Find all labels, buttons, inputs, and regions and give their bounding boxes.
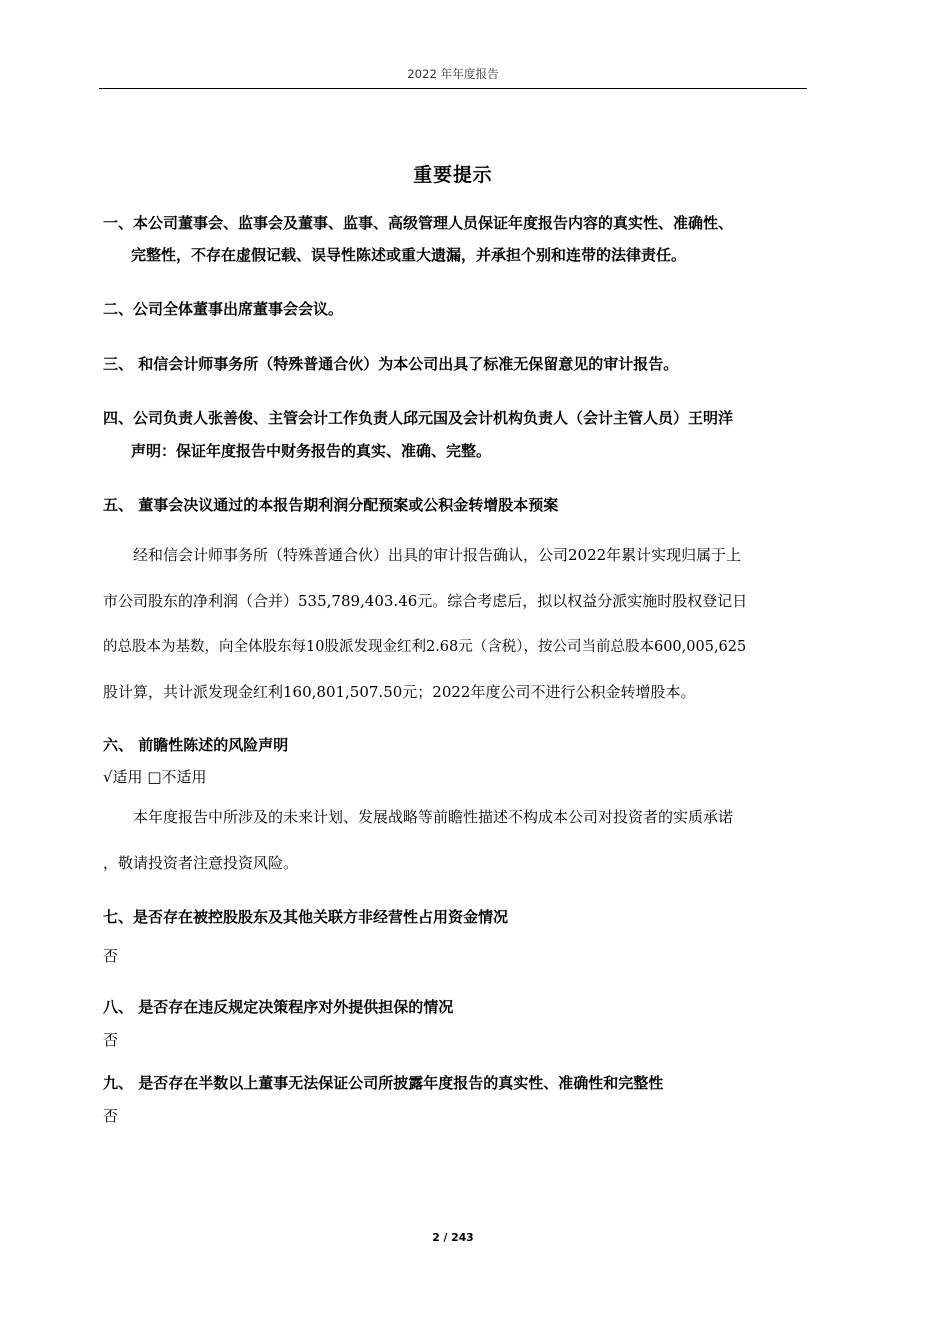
- item-four-line1: 四、公司负责人张善俊、主管会计工作负责人邱元国及会计机构负责人（会计主管人员）王明洋: [103, 409, 734, 427]
- page-number: 2 / 243: [432, 1231, 474, 1244]
- header-divider: [99, 88, 807, 89]
- item-nine-heading: 九、 是否存在半数以上董事无法保证公司所披露年度报告的真实性、准确性和完整性: [103, 1074, 664, 1092]
- applicability-checkbox-line: √适用 □不适用: [103, 768, 207, 786]
- item-four-line2: 声明：保证年度报告中财务报告的真实、准确、完整。: [131, 442, 492, 460]
- item-five-para-line4: 股计算，共计派发现金红利160,801,507.50元；2022年度公司不进行公积金转增股本。: [103, 683, 696, 701]
- item-nine-answer: 否: [103, 1107, 119, 1125]
- item-one-line2: 完整性，不存在虚假记载、误导性陈述或重大遗漏，并承担个别和连带的法律责任。: [131, 246, 687, 264]
- item-five-heading: 五、 董事会决议通过的本报告期利润分配预案或公积金转增股本预案: [103, 496, 559, 514]
- running-header: 2022 年年度报告: [407, 67, 499, 81]
- item-seven-heading: 七、是否存在被控股股东及其他关联方非经营性占用资金情况: [103, 908, 509, 926]
- item-three: 三、 和信会计师事务所（特殊普通合伙）为本公司出具了标准无保留意见的审计报告。: [103, 355, 679, 373]
- item-five-para-line3: 的总股本为基数，向全体股东每10股派发现金红利2.68元（含税），按公司当前总股本600,005,625: [103, 639, 747, 655]
- item-seven-answer: 否: [103, 947, 119, 965]
- page-title: 重要提示: [413, 165, 493, 186]
- item-five-para-line2: 市公司股东的净利润（合并）535,789,403.46元。综合考虑后，拟以权益分派实施时股权登记日: [103, 592, 748, 610]
- item-five-para-line1: 经和信会计师事务所（特殊普通合伙）出具的审计报告确认，公司2022年累计实现归属于上: [133, 546, 742, 564]
- item-one-line1: 一、本公司董事会、监事会及董事、监事、高级管理人员保证年度报告内容的真实性、准确性、: [103, 214, 734, 232]
- item-two: 二、公司全体董事出席董事会会议。: [103, 300, 344, 318]
- item-six-para-line2: ，敬请投资者注意投资风险。: [103, 854, 299, 872]
- item-eight-answer: 否: [103, 1031, 119, 1049]
- item-six-para-line1: 本年度报告中所涉及的未来计划、发展战略等前瞻性描述不构成本公司对投资者的实质承诺: [133, 808, 734, 826]
- item-eight-heading: 八、 是否存在违反规定决策程序对外提供担保的情况: [103, 998, 454, 1016]
- item-six-heading: 六、 前瞻性陈述的风险声明: [103, 736, 289, 754]
